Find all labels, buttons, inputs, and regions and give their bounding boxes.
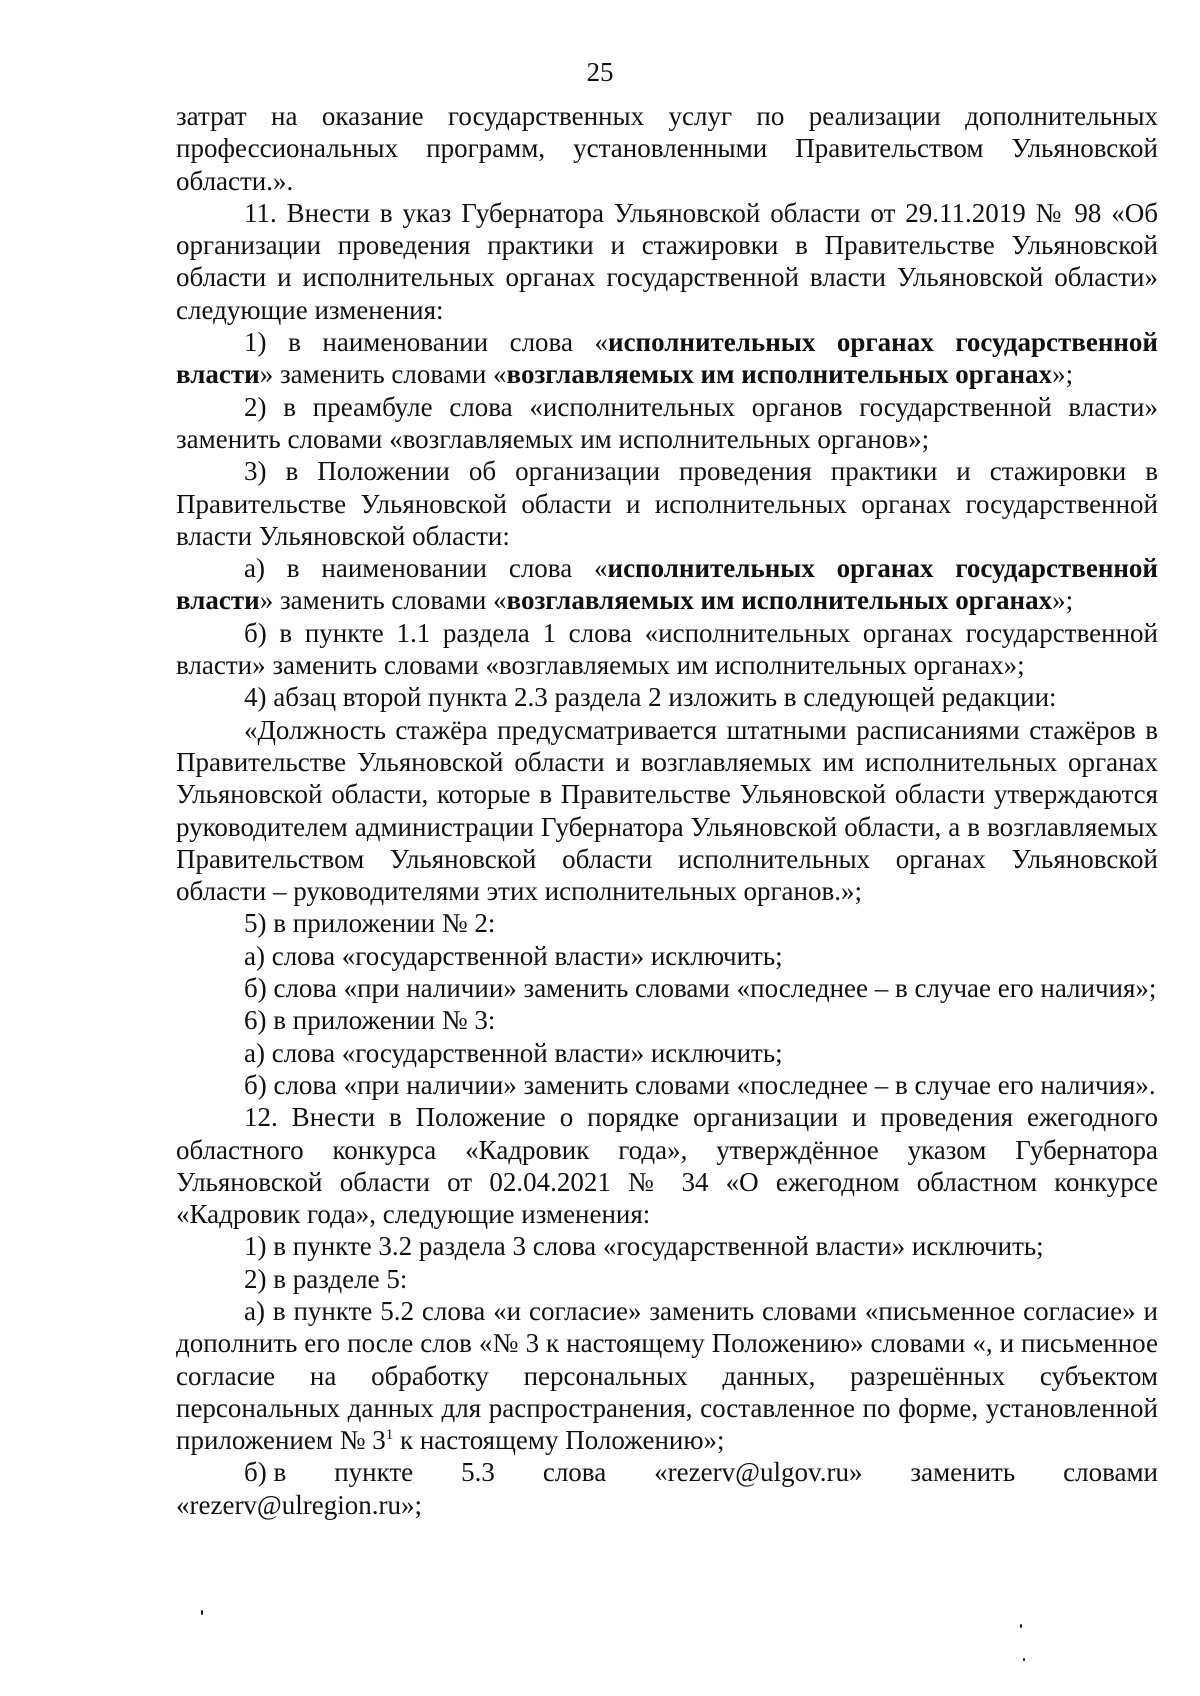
paragraph-justified-line xyxy=(176,1456,1158,1488)
word: б) в xyxy=(244,1457,287,1488)
bold-text: возглавляемых им исполнительных органах xyxy=(506,359,1053,390)
paragraph xyxy=(176,326,1158,391)
quoted-paragraph: «Должность стажёра предусматривается штатными расписаниями стажёров в Правительстве Ульяновской области и возглавляемых им исполнительных органах Ульяновской области, которые в Правительстве Ульяновской области утверждаются руководителем администрации Губернатора Ульяновской области, а в возглавляемых Правительством Ульяновской области исполнительных органах Ульяновской области – руководителями этих исполнительных органов.»; xyxy=(176,714,1158,907)
paragraph: б) слова «при наличии» заменить словами «последнее – в случае его наличия». xyxy=(244,1069,1156,1100)
paragraph: затрат на оказание государственных услуг по реализации дополнительных профессиональных программ, установленными Правительством Ульяновской области.». xyxy=(176,101,1158,196)
bold-text: исполнительных органах государственной власти xyxy=(176,553,1158,616)
text-span: »; xyxy=(1052,359,1074,390)
document-body xyxy=(176,100,1158,1521)
text-span: » заменить словами « xyxy=(259,585,507,616)
paragraph: б) в пункте 1.1 раздела 1 слова «исполнительных органах государственной власти» заменить словами «возглавляемых им исполнительных органах»; xyxy=(176,617,1158,681)
paragraph: 2) в преамбуле слова «исполнительных органов государственной власти» заменить словами «возглавляемых им исполнительных органов»; xyxy=(176,391,1158,454)
paragraph: 3) в Положении об организации проведения практики и стажировки в Правительстве Ульяновской области и исполнительных органах государственной власти Ульяновской области: xyxy=(176,456,1158,551)
word: словами xyxy=(1063,1457,1158,1488)
bold-text: исполнительных органах государственной власти xyxy=(176,327,1158,390)
paragraph: 4) абзац второй пункта 2.3 раздела 2 изложить в следующей редакции: xyxy=(244,682,1057,713)
word: заменить xyxy=(910,1457,1016,1488)
word: слова xyxy=(542,1457,607,1488)
paragraph xyxy=(176,552,1158,617)
paragraph: 6) в приложении № 3: xyxy=(244,1005,496,1036)
text-span: к настоящему Положению»; xyxy=(393,1425,725,1456)
scan-speck xyxy=(1020,1624,1022,1628)
text-span: а) в наименовании слова « xyxy=(244,553,608,584)
paragraph xyxy=(176,1295,1158,1456)
bold-text: возглавляемых им исполнительных органах xyxy=(506,585,1053,616)
text-span: »; xyxy=(1052,585,1074,616)
paragraph: а) слова «государственной власти» исключить; xyxy=(244,940,783,971)
text-span: » заменить словами « xyxy=(259,359,507,390)
superscript: 1 xyxy=(385,1427,394,1444)
paragraph: 1) в пункте 3.2 раздела 3 слова «государственной власти» исключить; xyxy=(244,1231,1044,1262)
word: 5.3 xyxy=(461,1457,495,1488)
paragraph-item-11: 11. Внести в указ Губернатора Ульяновской области от 29.11.2019 № 98 «Об организации проведения практики и стажировки в Правительстве Ульяновской области и исполнительных органах государственной власти Ульяновской области» следующие изменения: xyxy=(176,197,1158,325)
scan-speck xyxy=(1023,1658,1025,1661)
paragraph-item-12: 12. Внести в Положение о порядке организации и проведения ежегодного областного конкурса «Кадровик года», утверждённое указом Губернатора Ульяновской области от 02.04.2021 № 34 «О ежегодном областном конкурсе «Кадровик года», следующие изменения: xyxy=(176,1102,1158,1230)
paragraph: б) слова «при наличии» заменить словами «последнее – в случае его наличия»; xyxy=(244,973,1157,1004)
scan-speck xyxy=(201,1610,203,1615)
page-number: 25 xyxy=(586,57,614,87)
paragraph: 5) в приложении № 2: xyxy=(244,908,496,939)
paragraph: «rezerv@ulregion.ru»; xyxy=(176,1489,423,1520)
text-span: а) в пункте 5.2 слова «и согласие» заменить словами «письменное согласие» и дополнить его после слов «№ 3 к настоящему Положению» словами «, и письменное согласие на обработку персональных данных, разрешённых субъектом персональных данных для распространения, составленное по форме, установленной приложением № 3 xyxy=(176,1295,1158,1456)
word: «rezerv@ulgov.ru» xyxy=(654,1457,863,1488)
paragraph: 2) в разделе 5: xyxy=(244,1263,408,1294)
paragraph: а) слова «государственной власти» исключить; xyxy=(244,1037,783,1068)
text-span: 1) в наименовании слова « xyxy=(244,327,609,358)
word: пункте xyxy=(334,1457,414,1488)
